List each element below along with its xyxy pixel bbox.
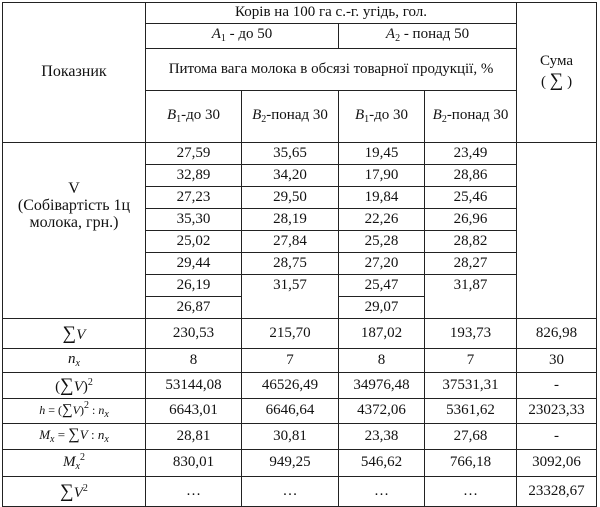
values-col-4: [425, 143, 517, 319]
value-cell: 25,28: [339, 231, 424, 253]
sum-v-sq-cell: …: [425, 477, 517, 507]
value-cell: 25,02: [146, 231, 241, 253]
value-cell: 27,20: [339, 253, 424, 275]
value-cell: 22,26: [339, 209, 424, 231]
sum-v-sq-cell: …: [339, 477, 425, 507]
mean-cell: -: [517, 424, 597, 450]
h-cell: 6646,64: [242, 399, 339, 424]
n-cell: 30: [517, 349, 597, 373]
subgroup-b2-header-1: $B_2$-понад 30: [242, 91, 339, 143]
sum-v-cell: 187,02: [339, 319, 425, 349]
sum-v-cell: 193,73: [425, 319, 517, 349]
mean-cell: 23,38: [339, 424, 425, 450]
subgroup-b1-header-2: $B_1-до$ 30: [339, 91, 425, 143]
n-cell: 7: [425, 349, 517, 373]
h-cell: 5361,62: [425, 399, 517, 424]
value-cell: 26,87: [176, 298, 211, 315]
value-cell: 28,82: [425, 231, 516, 253]
values-sum-empty: [517, 143, 597, 319]
sum-header: [517, 3, 597, 143]
value-cell: 17,90: [339, 165, 424, 187]
group-a1-header: $A_1$ - до 50: [146, 24, 339, 49]
mean-squared-cell: 546,62: [339, 450, 425, 477]
sum-v-squared-cell: 37531,31: [425, 373, 517, 399]
value-cell: 28,27: [425, 253, 516, 275]
indicator-header: Показник: [3, 3, 146, 143]
value-cell: 19,84: [339, 187, 424, 209]
row-label-h: $h = (\sum V)^2$ : $n_x$: [3, 399, 146, 424]
v-description-line1: (Собівартість 1ц: [17, 196, 131, 214]
sum-v-sq-cell: …: [146, 477, 242, 507]
sum-v-squared-cell: -: [517, 373, 597, 399]
value-cell: 32,89: [146, 165, 241, 187]
sum-v-sq-cell: 23328,67: [517, 477, 597, 507]
value-cell: 27,59: [146, 143, 241, 165]
sum-symbol: ( ∑ ): [541, 70, 573, 92]
value-cell: 31,57: [273, 276, 307, 293]
value-cell: 28,19: [242, 209, 338, 231]
value-cell: 27,23: [146, 187, 241, 209]
value-cell: 25,46: [425, 187, 516, 209]
sum-v-cell: 215,70: [242, 319, 339, 349]
milk-share-header: Питома вага молока в обсязі товарної продукції, %: [146, 49, 517, 91]
row-label-mean-squared: $M_x^2$: [3, 450, 146, 477]
row-label-sum-v-squared: $(\sum V)^2$: [3, 373, 146, 399]
sum-v-cell: 230,53: [146, 319, 242, 349]
value-cell: 31,87: [453, 276, 488, 293]
row-label-sum-v: ∑V: [3, 319, 146, 349]
n-cell: 8: [146, 349, 242, 373]
sum-v-squared-cell: 46526,49: [242, 373, 339, 399]
mean-squared-cell: 3092,06: [517, 450, 597, 477]
v-label-cell: [3, 143, 146, 319]
h-cell: 6643,01: [146, 399, 242, 424]
value-cell: 29,50: [242, 187, 338, 209]
value-cell: 29,07: [364, 298, 399, 315]
group-a2-header: $A_2$ - понад 50: [339, 24, 517, 49]
mean-cell: 27,68: [425, 424, 517, 450]
sum-label: Сума: [540, 52, 574, 69]
values-col-2: [242, 143, 339, 319]
mean-squared-cell: 766,18: [425, 450, 517, 477]
value-cell: 26,96: [425, 209, 516, 231]
sum-v-squared-cell: 53144,08: [146, 373, 242, 399]
h-cell: 23023,33: [517, 399, 597, 424]
sum-v-cell: 826,98: [517, 319, 597, 349]
row-label-mean: $M_x = \sum V$ : $n_x$: [3, 424, 146, 450]
value-cell: 35,65: [242, 143, 338, 165]
value-cell: 19,45: [339, 143, 424, 165]
v-description-line2: молока, грн.): [29, 213, 119, 231]
sum-v-sq-cell: …: [242, 477, 339, 507]
value-cell: 26,19: [146, 275, 241, 297]
row-label-sum-v-sq: $\sum V^2$: [3, 477, 146, 507]
mean-squared-cell: 830,01: [146, 450, 242, 477]
value-cell: 34,20: [242, 165, 338, 187]
n-cell: 7: [242, 349, 339, 373]
n-cell: 8: [339, 349, 425, 373]
subgroup-b2-header-2: $B_2$-понад 30: [425, 91, 517, 143]
value-cell: 29,44: [146, 253, 241, 275]
subgroup-b1-header-1: $B_1-до$ 30: [146, 91, 242, 143]
h-cell: 4372,06: [339, 399, 425, 424]
value-cell: 35,30: [146, 209, 241, 231]
statistics-table: [2, 2, 597, 507]
value-cell: 23,49: [425, 143, 516, 165]
mean-squared-cell: 949,25: [242, 450, 339, 477]
mean-cell: 28,81: [146, 424, 242, 450]
mean-cell: 30,81: [242, 424, 339, 450]
cows-group-header: Корів на 100 га с.-г. угідь, гол.: [146, 3, 517, 24]
sum-v-squared-cell: 34976,48: [339, 373, 425, 399]
values-col-3: [339, 143, 425, 319]
value-cell: 28,86: [425, 165, 516, 187]
values-col-1: [146, 143, 242, 319]
value-cell: 25,47: [339, 275, 424, 297]
value-cell: 28,75: [242, 253, 338, 275]
row-label-n: $n_x$: [3, 349, 146, 373]
value-cell: 27,84: [242, 231, 338, 253]
v-symbol: V: [68, 180, 80, 197]
